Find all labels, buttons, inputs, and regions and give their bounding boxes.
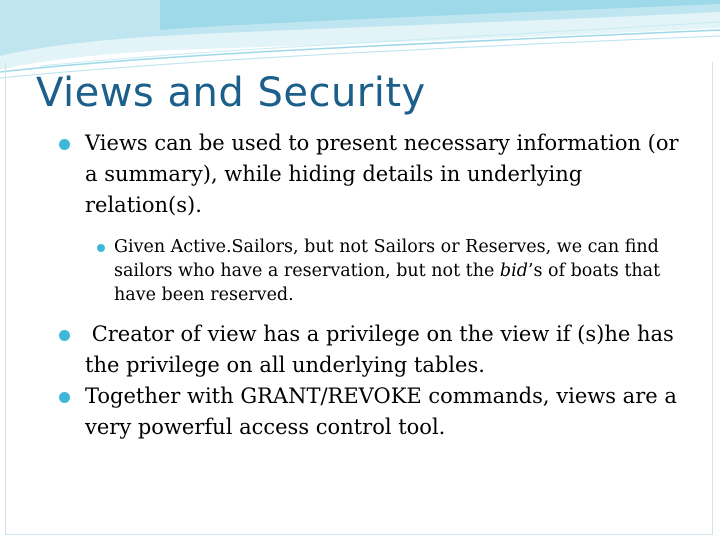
sub-bullet-text-start: Given Active.Sailors, but not Sailors or Reserves, we can find sailors who have a reservation, but not the — [114, 237, 659, 281]
slide-body — [62, 128, 687, 443]
bullet-text: Views can be used to present necessary information (or a summary), while hiding details in underlying relation(s). — [85, 131, 679, 217]
grant-revoke-keyword: GRANT/REVOKE — [240, 384, 422, 408]
sub-bullet-icon — [97, 244, 105, 252]
bullet-icon — [59, 392, 70, 403]
bullet-item — [62, 381, 687, 443]
bullet-text — [85, 381, 687, 443]
bullet-item — [62, 128, 687, 221]
bullet-item — [62, 319, 687, 381]
bullet-icon — [59, 139, 70, 150]
bullet-text: Creator of view has a privilege on the view if (s)he has the privilege on all underlying tables. — [85, 322, 681, 377]
slide-title: Views and Security — [36, 70, 426, 116]
bullet-text-end: commands, views are a very powerful access control tool. — [85, 384, 677, 439]
sub-bullet-text — [114, 235, 687, 307]
sub-bullet-item — [62, 235, 687, 307]
bullet-icon — [59, 330, 70, 341]
bullet-text-start: Together with — [85, 384, 241, 408]
bid-term: bid — [499, 261, 528, 281]
sub-bullet-text-end: ’s of boats that have been reserved. — [114, 261, 661, 305]
